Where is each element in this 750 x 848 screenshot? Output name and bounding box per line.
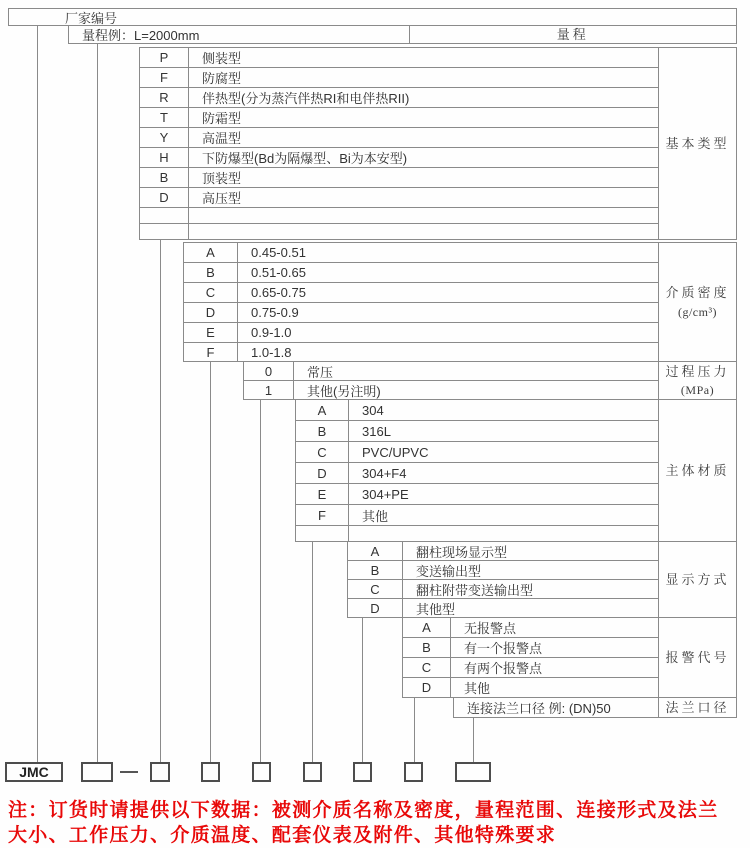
option-description: 304+PE bbox=[362, 486, 409, 502]
category-label-body-material bbox=[658, 400, 736, 541]
spec-row bbox=[296, 463, 658, 484]
spec-row bbox=[403, 678, 658, 697]
range-category-label: 量程 bbox=[409, 26, 737, 43]
option-code: B bbox=[403, 638, 451, 657]
option-code: E bbox=[296, 484, 349, 504]
option-code: A bbox=[348, 542, 403, 560]
option-code: F bbox=[296, 505, 349, 525]
category-label-medium-density bbox=[658, 243, 736, 361]
option-description: 无报警点 bbox=[464, 621, 517, 636]
option-code: H bbox=[140, 148, 189, 167]
spec-row-empty bbox=[140, 208, 658, 224]
manufacturer-number-row bbox=[8, 8, 737, 26]
option-code: P bbox=[140, 48, 189, 67]
order-note bbox=[8, 798, 750, 848]
option-code: D bbox=[184, 303, 238, 322]
option-description bbox=[349, 526, 658, 541]
option-description: 0.51-0.65 bbox=[251, 265, 306, 280]
model-prefix-box bbox=[5, 762, 63, 782]
option-description: 有一个报警点 bbox=[464, 641, 543, 656]
connector-line bbox=[473, 718, 474, 762]
spec-row bbox=[140, 88, 658, 108]
option-description: 常压 bbox=[307, 364, 334, 380]
model-code-box bbox=[353, 762, 372, 782]
option-description: 防霜型 bbox=[202, 111, 242, 126]
option-description: 0.75-0.9 bbox=[251, 305, 299, 320]
model-prefix: JMC bbox=[19, 764, 49, 780]
section-display-mode bbox=[347, 541, 737, 618]
spec-row bbox=[184, 323, 658, 343]
option-description bbox=[189, 208, 658, 223]
spec-row bbox=[348, 561, 658, 580]
option-description: 高压型 bbox=[202, 191, 242, 206]
spec-row bbox=[140, 148, 658, 168]
connector-line bbox=[260, 400, 261, 762]
option-code: C bbox=[296, 442, 349, 462]
option-description: 伴热型(分为蒸汽伴热RI和电伴热RII) bbox=[202, 91, 410, 106]
spec-row bbox=[348, 599, 658, 618]
category-label-flange-size bbox=[658, 698, 736, 717]
spec-row bbox=[454, 698, 658, 717]
category-label-text: 法兰口径 bbox=[665, 699, 730, 715]
section-process-pressure bbox=[243, 361, 737, 400]
option-description: 变送输出型 bbox=[416, 563, 482, 579]
option-code bbox=[140, 224, 189, 239]
category-label-alarm-code bbox=[658, 618, 736, 697]
option-code: D bbox=[403, 678, 451, 697]
option-description: 其他(另注明) bbox=[307, 384, 381, 399]
option-description: 翻柱现场显示型 bbox=[416, 544, 508, 560]
option-code: B bbox=[184, 263, 238, 282]
option-code: 1 bbox=[244, 381, 294, 400]
spec-row bbox=[184, 243, 658, 263]
option-description: 1.0-1.8 bbox=[251, 344, 292, 360]
option-description: 翻柱附带变送输出型 bbox=[416, 582, 534, 598]
model-code-separator bbox=[120, 771, 138, 773]
spec-row bbox=[140, 68, 658, 88]
spec-row bbox=[140, 188, 658, 208]
option-code: 0 bbox=[244, 362, 294, 380]
model-code-box bbox=[303, 762, 322, 782]
category-label-basic-type bbox=[658, 48, 736, 239]
option-code: B bbox=[140, 168, 189, 187]
option-code: F bbox=[140, 68, 189, 87]
option-description bbox=[189, 224, 658, 239]
option-code: B bbox=[348, 561, 403, 579]
option-description: 0.9-1.0 bbox=[251, 325, 292, 340]
spec-row bbox=[140, 168, 658, 188]
model-code-box bbox=[81, 762, 113, 782]
category-label-text: 显示方式 bbox=[665, 571, 730, 587]
option-description: 0.45-0.51 bbox=[251, 245, 306, 260]
option-description: 0.65-0.75 bbox=[251, 285, 306, 300]
section-body-material bbox=[295, 399, 737, 542]
spec-row bbox=[348, 542, 658, 561]
order-note-line1: 注：订货时请提供以下数据：被测介质名称及密度，量程范围、连接形式及法兰 bbox=[8, 800, 719, 821]
spec-row-empty bbox=[296, 526, 658, 541]
model-code-box bbox=[252, 762, 271, 782]
option-code: A bbox=[403, 618, 451, 637]
category-label-text: 主体材质 bbox=[665, 462, 730, 478]
manufacturer-number-label: 厂家编号 bbox=[65, 10, 118, 26]
model-code-box bbox=[404, 762, 423, 782]
option-description: 304+F4 bbox=[362, 465, 407, 481]
category-label-display-mode bbox=[658, 542, 736, 617]
spec-row bbox=[184, 303, 658, 323]
spec-row bbox=[403, 638, 658, 658]
option-description: 316L bbox=[362, 423, 391, 439]
section-flange-size bbox=[453, 697, 737, 718]
connector-line bbox=[414, 698, 415, 762]
connector-line bbox=[362, 618, 363, 762]
connector-line bbox=[160, 240, 161, 762]
spec-row bbox=[296, 442, 658, 463]
spec-row bbox=[296, 484, 658, 505]
connector-line bbox=[37, 26, 38, 762]
option-code: C bbox=[348, 580, 403, 598]
connector-line bbox=[210, 362, 211, 762]
spec-row-empty bbox=[140, 224, 658, 239]
option-code: C bbox=[403, 658, 451, 677]
spec-row bbox=[348, 580, 658, 599]
category-label-text: 过程压力 bbox=[665, 363, 730, 379]
category-label-unit: (g/cm³) bbox=[677, 304, 718, 319]
spec-row bbox=[184, 343, 658, 361]
spec-row bbox=[244, 362, 658, 381]
spec-row bbox=[140, 128, 658, 148]
spec-row bbox=[140, 108, 658, 128]
option-code bbox=[140, 208, 189, 223]
option-description: 304 bbox=[362, 402, 384, 418]
category-label-unit: (MPa) bbox=[680, 383, 715, 398]
spec-row bbox=[403, 618, 658, 638]
option-code bbox=[296, 526, 349, 541]
model-code-box bbox=[455, 762, 491, 782]
option-description: 其他型 bbox=[416, 602, 456, 617]
option-code: C bbox=[184, 283, 238, 302]
spec-row bbox=[244, 381, 658, 400]
option-description: 其他 bbox=[464, 681, 491, 696]
category-label-text: 介质密度 bbox=[665, 285, 730, 301]
option-code: F bbox=[184, 343, 238, 361]
category-label-text: 报警代号 bbox=[665, 649, 730, 665]
option-description: 有两个报警点 bbox=[464, 661, 543, 676]
option-code: B bbox=[296, 421, 349, 441]
spec-row bbox=[296, 421, 658, 442]
option-code: D bbox=[140, 188, 189, 207]
option-description: PVC/UPVC bbox=[362, 444, 429, 460]
option-description: 顶装型 bbox=[202, 171, 242, 186]
section-basic-type bbox=[139, 47, 737, 240]
range-row bbox=[68, 25, 737, 44]
option-description: 下防爆型(Bd为隔爆型、Bi为本安型) bbox=[202, 151, 408, 166]
option-description: 其他 bbox=[362, 508, 389, 524]
spec-row bbox=[296, 505, 658, 526]
category-label-text: 基本类型 bbox=[665, 135, 730, 151]
model-code-box bbox=[201, 762, 220, 782]
category-label-process-pressure bbox=[658, 362, 736, 399]
section-alarm-code bbox=[402, 617, 737, 698]
option-code: A bbox=[184, 243, 238, 262]
spec-row bbox=[184, 283, 658, 303]
option-code: T bbox=[140, 108, 189, 127]
option-description: 连接法兰口径 例: (DN)50 bbox=[467, 701, 611, 716]
spec-row bbox=[184, 263, 658, 283]
range-example-label: 量程例：L=2000mm bbox=[82, 28, 200, 43]
model-code-box bbox=[150, 762, 170, 782]
spec-row bbox=[140, 48, 658, 68]
option-code: R bbox=[140, 88, 189, 107]
option-description: 防腐型 bbox=[202, 71, 242, 86]
spec-row bbox=[296, 400, 658, 421]
option-description: 侧装型 bbox=[202, 51, 242, 66]
section-medium-density bbox=[183, 242, 737, 362]
connector-line bbox=[97, 44, 98, 762]
connector-line bbox=[312, 542, 313, 762]
spec-row bbox=[403, 658, 658, 678]
option-description: 高温型 bbox=[202, 131, 242, 146]
option-code: A bbox=[296, 400, 349, 420]
option-code: E bbox=[184, 323, 238, 342]
option-code: Y bbox=[140, 128, 189, 147]
option-code: D bbox=[296, 463, 349, 483]
order-note-line2: 大小、工作压力、介质温度、配套仪表及附件、其他特殊要求 bbox=[8, 825, 557, 846]
option-code: D bbox=[348, 599, 403, 618]
